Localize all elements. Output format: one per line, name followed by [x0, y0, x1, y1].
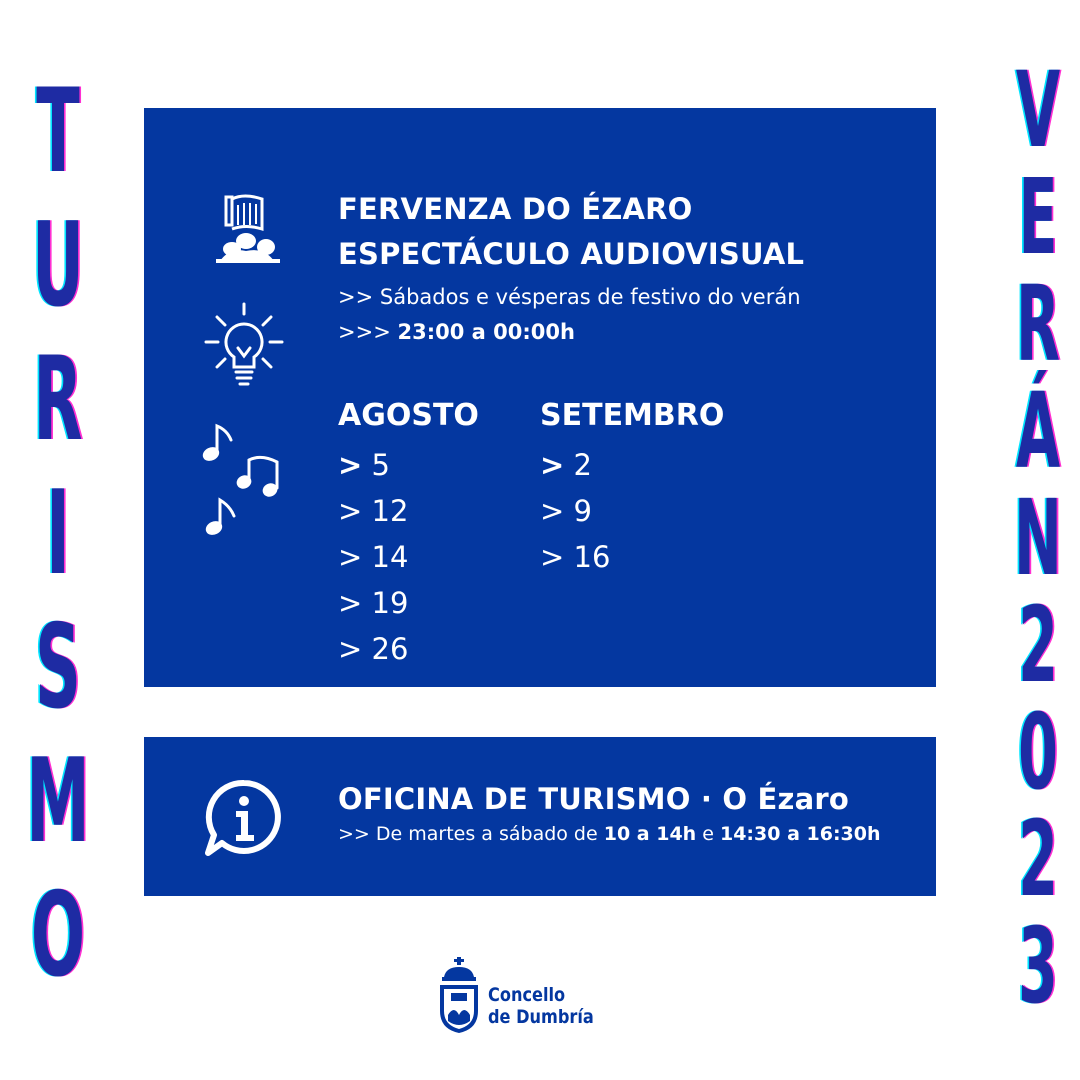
day-arrow: >: [338, 586, 363, 620]
concello-name-line1: Concello: [488, 984, 566, 1006]
title-letter: U: [32, 198, 84, 333]
calendar-day: [338, 448, 390, 482]
title-letter: E: [1018, 156, 1058, 278]
light-bulb-icon: [202, 300, 286, 390]
day-number: 19: [371, 586, 409, 620]
office-title: OFICINA DE TURISMO · O Ézaro: [338, 782, 850, 816]
music-notes-icon: [202, 420, 290, 538]
info-speech-bubble-icon: [202, 777, 286, 861]
title-letter: 2: [1018, 798, 1058, 920]
schedule-time-prefix: >>>: [338, 320, 398, 344]
calendar-day: [338, 540, 408, 574]
concello-name-line2: de Dumbría: [488, 1006, 594, 1028]
title-letter: I: [46, 466, 70, 601]
crest-icon: [436, 955, 482, 1035]
title-letter: S: [35, 600, 81, 735]
calendar-day: [338, 586, 408, 620]
vertical-title-turismo: [25, 64, 91, 1003]
day-number: 14: [371, 540, 409, 574]
title-letter: O: [30, 868, 86, 1003]
calendar-day: [540, 540, 610, 574]
calendar-day: [540, 448, 592, 482]
title-letter: M: [26, 734, 90, 869]
title-letter: N: [1014, 477, 1062, 599]
office-card: [144, 737, 936, 896]
schedule-time-value: 23:00 a 00:00h: [397, 320, 575, 344]
event-title-line2: ESPECTÁCULO AUDIOVISUAL: [338, 237, 805, 271]
title-letter: T: [36, 64, 80, 199]
title-letter: 2: [1018, 584, 1058, 706]
calendar-day: [540, 494, 592, 528]
day-arrow: >: [338, 494, 363, 528]
event-card: [144, 108, 936, 687]
day-arrow: >: [338, 540, 363, 574]
title-letter: 3: [1018, 905, 1058, 1027]
office-hours-join: e: [696, 823, 720, 845]
office-hours: [338, 823, 881, 845]
office-hours-range1: 10 a 14h: [603, 823, 697, 845]
title-letter: V: [1015, 49, 1061, 171]
audience-screen-icon: [212, 191, 284, 263]
calendar-day: [338, 632, 408, 666]
day-number: 16: [573, 540, 611, 574]
concello-name: [488, 984, 594, 1028]
day-number: 5: [371, 448, 390, 482]
office-hours-range2: 14:30 a 16:30h: [719, 823, 881, 845]
day-number: 12: [371, 494, 409, 528]
vertical-title-veran-2023: [1005, 49, 1071, 1027]
day-number: 2: [573, 448, 592, 482]
title-letter: Á: [1015, 370, 1061, 492]
day-number: 9: [573, 494, 592, 528]
day-arrow: >: [338, 448, 363, 482]
title-letter: 0: [1018, 691, 1058, 813]
office-hours-prefix: >> De martes a sábado de: [338, 823, 604, 845]
day-arrow: >: [540, 494, 565, 528]
event-schedule-time: [338, 320, 575, 344]
event-schedule-days: >> Sábados e vésperas de festivo do verán: [338, 285, 801, 309]
day-arrow: >: [540, 448, 565, 482]
title-letter: R: [1015, 263, 1061, 385]
calendar-day: [338, 494, 408, 528]
day-number: 26: [371, 632, 409, 666]
calendar-month-september: SETEMBRO: [540, 398, 725, 433]
day-arrow: >: [338, 632, 363, 666]
day-arrow: >: [540, 540, 565, 574]
title-letter: R: [33, 332, 83, 467]
event-title-line1: FERVENZA DO ÉZARO: [338, 192, 693, 226]
calendar-month-august: AGOSTO: [338, 398, 479, 433]
